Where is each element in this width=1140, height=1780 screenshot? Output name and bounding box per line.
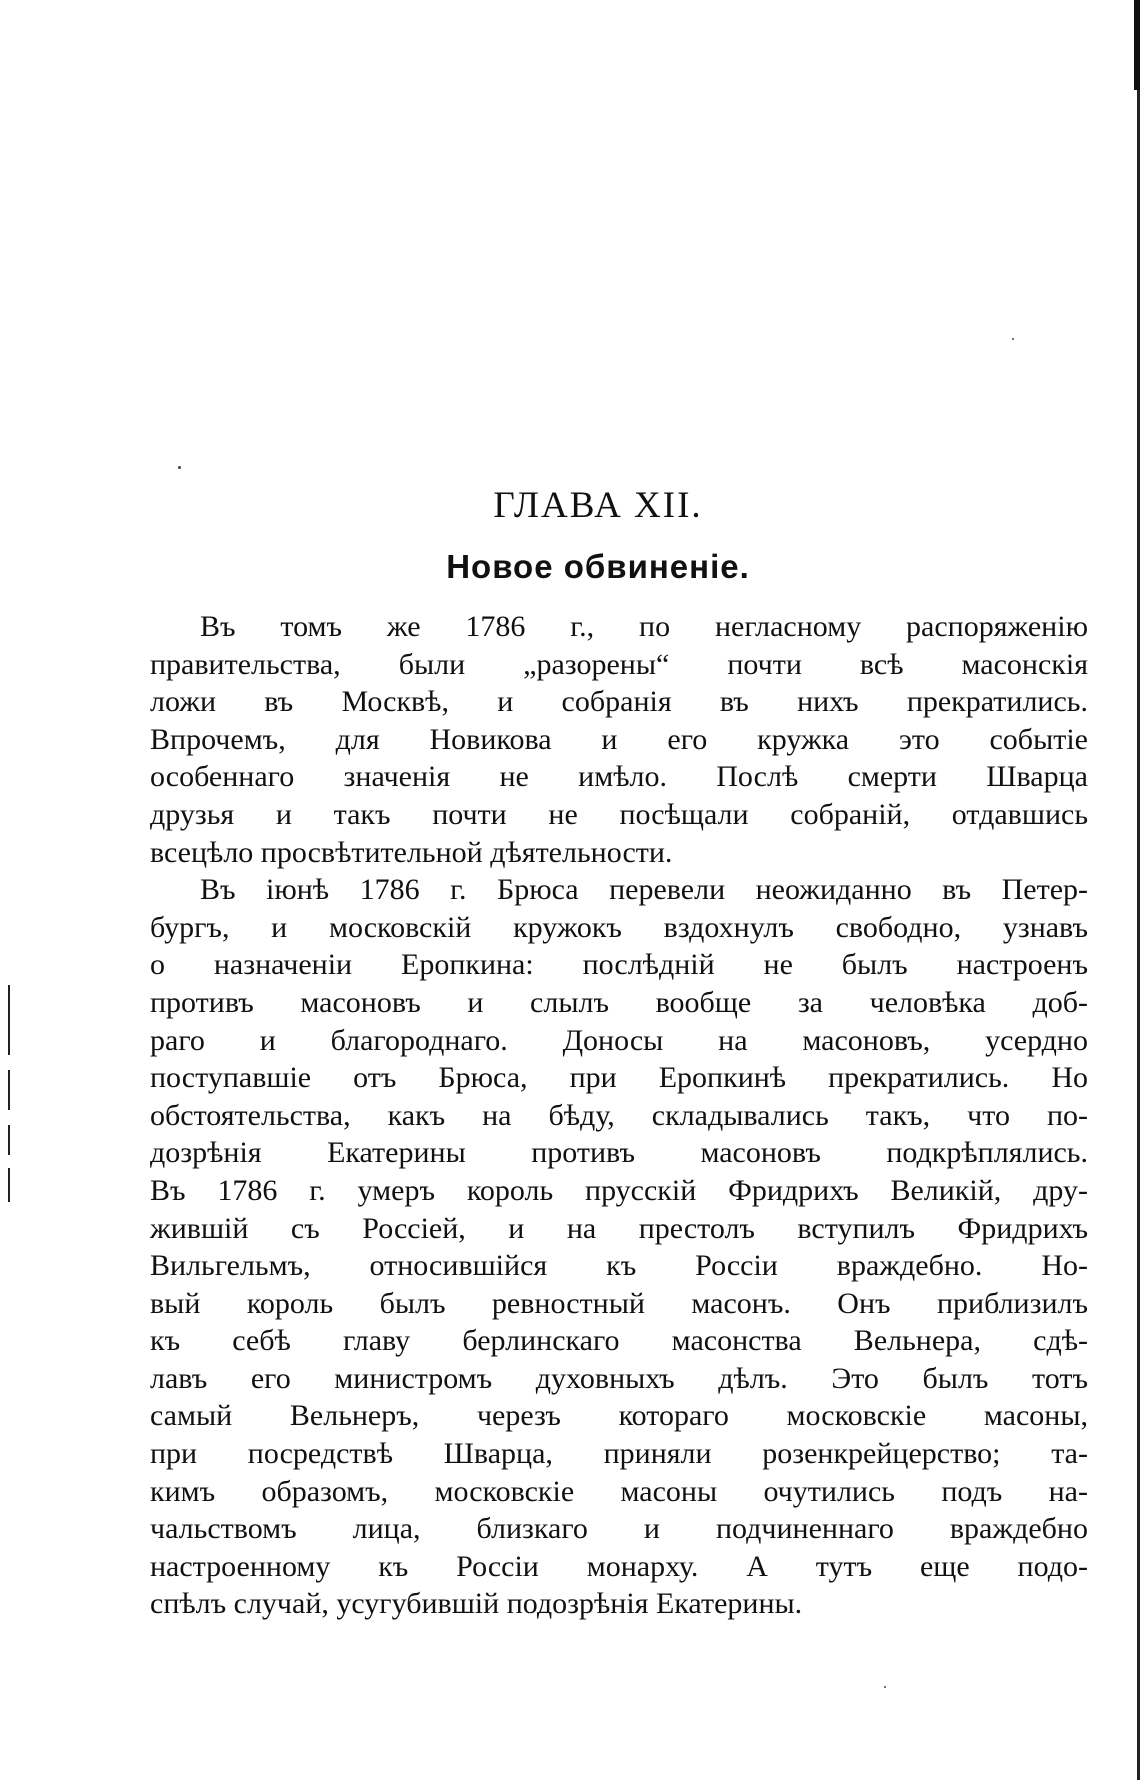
text-line: Въ томъ же 1786 г., по негласному распоряженію (200, 610, 1088, 643)
scan-speck (884, 1686, 886, 1688)
text-line: о назначеніи Еропкина: послѣдній не былъ настроенъ (150, 948, 1088, 982)
chapter-title: Новое обвиненіе. (446, 548, 750, 585)
text-line: противъ масоновъ и слылъ вообще за человѣка доб- (150, 985, 1088, 1019)
paragraph (150, 608, 1088, 871)
text-line: чальствомъ лица, близкаго и подчиненнаго враждебно (150, 1512, 1088, 1546)
text-line: Въ 1786 г. умеръ король прусскій Фридрихъ Великій, дру- (150, 1173, 1088, 1207)
margin-mark (8, 1070, 10, 1110)
chapter-label: ГЛАВА XII. (493, 485, 703, 526)
text-line: къ себѣ главу берлинскаго масонства Вельнера, сдѣ- (150, 1324, 1088, 1358)
margin-mark (8, 1168, 10, 1202)
text-line: спѣлъ случай, усугубившій подозрѣнія Екатерины. (150, 1587, 803, 1621)
text-line: друзья и такъ почти не посѣщали собраній, отдавшись (150, 797, 1088, 831)
text-line: Въ іюнѣ 1786 г. Брюса перевели неожиданно въ Петер- (200, 873, 1088, 907)
scan-speck (1012, 338, 1014, 340)
text-line: правительства, были „разорены“ почти всѣ масонскія (150, 647, 1088, 681)
text-line: Вильгельмъ, относившійся къ Россіи враждебно. Но- (150, 1249, 1088, 1283)
text-line: вый король былъ ревностный масонъ. Онъ приблизилъ (150, 1286, 1088, 1320)
text-line: ложи въ Москвѣ, и собранія въ нихъ прекратились. (150, 685, 1088, 719)
chapter-body (150, 608, 1088, 1623)
text-line: Впрочемъ, для Новикова и его кружка это событіе (150, 722, 1088, 756)
margin-mark (8, 1125, 10, 1155)
margin-mark (8, 985, 10, 1055)
text-line: при посредствѣ Шварца, приняли розенкрейцерство; та- (150, 1437, 1088, 1471)
text-line: дозрѣнія Екатерины противъ масоновъ подкрѣплялись. (150, 1136, 1088, 1170)
text-line: особеннаго значенія не имѣло. Послѣ смерти Шварца (150, 760, 1088, 794)
text-line: всецѣло просвѣтительной дѣятельности. (150, 835, 673, 869)
text-line: самый Вельнеръ, черезъ котораго московскіе масоны, (150, 1399, 1088, 1433)
scan-speck (178, 466, 181, 469)
text-line: кимъ образомъ, московскіе масоны очутились подъ на- (150, 1474, 1088, 1508)
text-line: поступавшіе отъ Брюса, при Еропкинѣ прекратились. Но (150, 1061, 1088, 1095)
text-line: настроенному къ Россіи монарху. А тутъ еще подо- (150, 1549, 1088, 1583)
text-line: обстоятельства, какъ на бѣду, складывались такъ, что по- (150, 1098, 1088, 1132)
text-line: жившій съ Россіей, и на престолъ вступилъ Фридрихъ (150, 1211, 1088, 1245)
text-line: раго и благороднаго. Доносы на масоновъ, усердно (150, 1023, 1088, 1057)
scan-edge-dark (1134, 0, 1140, 90)
paragraph (150, 871, 1088, 1623)
text-line: бургъ, и московскій кружокъ вздохнулъ свободно, узнавъ (150, 910, 1088, 944)
text-line: лавъ его министромъ духовныхъ дѣлъ. Это былъ тотъ (150, 1361, 1088, 1395)
